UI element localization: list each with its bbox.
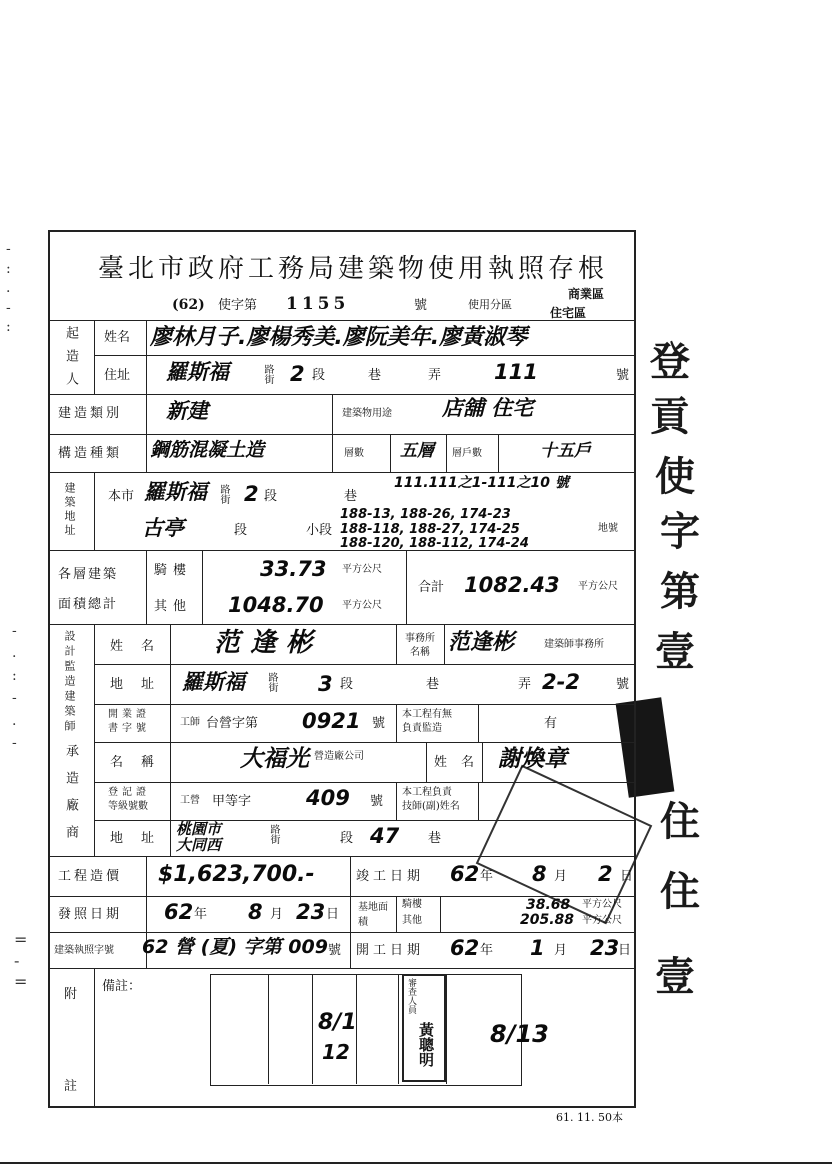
site-lots-2: 188-118, 188-27, 174-25 bbox=[340, 522, 520, 537]
start-day: 23 bbox=[590, 936, 620, 960]
designer-office-label: 事務所名稱 bbox=[405, 633, 435, 658]
applicant-section-label: 起造人 bbox=[63, 326, 78, 395]
applicant-address-section: 2 bbox=[290, 362, 305, 386]
site-subsection-unit: 小段 bbox=[306, 523, 333, 538]
contractor-address-number: 47 bbox=[370, 824, 400, 848]
area-label-2: 面積總計 bbox=[58, 597, 119, 612]
households-value: 十五戶 bbox=[540, 441, 591, 461]
applicant-name-label: 姓名 bbox=[104, 330, 131, 345]
contractor-reg-suffix: 號 bbox=[370, 794, 384, 809]
area-tower-value: 33.73 bbox=[260, 557, 327, 581]
site-lane-unit: 巷 bbox=[344, 489, 358, 504]
contractor-name-value: 大福光 bbox=[240, 746, 309, 772]
margin-char-9: 壹 bbox=[655, 953, 695, 1000]
zone-label: 使用分區 bbox=[468, 298, 512, 311]
site-lots-1: 188-13, 188-26, 174-23 bbox=[340, 507, 511, 522]
completion-day: 2 bbox=[598, 862, 613, 886]
contractor-address-section-unit: 段 bbox=[340, 831, 354, 846]
start-day-unit: 日 bbox=[618, 943, 632, 958]
area-other-value: 1048.70 bbox=[228, 593, 324, 617]
designer-number-unit: 號 bbox=[616, 677, 630, 692]
remarks-section-label-2: 註 bbox=[64, 1079, 78, 1094]
applicant-number-unit: 號 bbox=[616, 368, 630, 383]
form-title: 臺北市政府工務局建築物使用執照存根 bbox=[98, 254, 609, 284]
structure-label: 構造種類 bbox=[58, 446, 123, 461]
designer-cert-number: 0921 bbox=[302, 709, 361, 733]
designer-name-label: 姓名 bbox=[110, 639, 173, 654]
site-road-section: 2 bbox=[244, 482, 259, 506]
site-district: 古亭 bbox=[142, 516, 184, 540]
issue-month-unit: 月 bbox=[270, 907, 284, 922]
completion-month: 8 bbox=[532, 862, 547, 886]
license-stub-form bbox=[48, 230, 636, 1108]
completion-year: 62 bbox=[450, 862, 480, 886]
applicant-alley-unit: 弄 bbox=[428, 368, 442, 383]
margin-char-1: 登 bbox=[650, 338, 690, 385]
site-city: 本市 bbox=[108, 489, 135, 504]
start-year: 62 bbox=[450, 936, 480, 960]
completion-month-unit: 月 bbox=[554, 869, 568, 884]
start-month-unit: 月 bbox=[554, 943, 568, 958]
contractor-reg-prefix: 工營 bbox=[180, 795, 200, 806]
contractor-engineer-label-1: 本工程負責 bbox=[402, 787, 452, 798]
margin-char-3: 使 bbox=[655, 453, 695, 500]
license-word: 使字第 bbox=[218, 298, 258, 313]
designer-cert-word: 台營字第 bbox=[206, 716, 259, 731]
contractor-road-unit: 路街 bbox=[268, 824, 279, 844]
land-other-value: 205.88 bbox=[520, 912, 575, 928]
contractor-name-suffix: 營造廠公司 bbox=[314, 751, 364, 762]
site-numbers: 111.111之1-111之10 號 bbox=[394, 475, 569, 491]
start-month: 1 bbox=[530, 936, 545, 960]
zone-value-residential: 住宅區 bbox=[550, 306, 587, 320]
reviewer-seal-name: 黃聰明 bbox=[417, 1022, 435, 1067]
scan-bottom-edge bbox=[0, 1162, 832, 1164]
issue-day-unit: 日 bbox=[326, 907, 340, 922]
margin-char-2: 貢 bbox=[650, 393, 690, 440]
remarks-hand-2: 12 bbox=[322, 1040, 350, 1064]
completion-label: 竣工日期 bbox=[356, 869, 425, 884]
permit-label: 建築執照字號 bbox=[54, 945, 114, 956]
scan-mark-left: - : . - : bbox=[6, 241, 11, 336]
permit-value: 62 營 (夏) 字第 009 bbox=[142, 936, 328, 958]
designer-cert-label-2: 書字號 bbox=[108, 723, 150, 734]
land-other-label: 其他 bbox=[402, 915, 422, 926]
designer-name-value: 范逢彬 bbox=[214, 628, 323, 658]
reviewer-seal-title: 審查人員 bbox=[406, 978, 416, 1014]
site-lots-3: 188-120, 188-112, 174-24 bbox=[340, 536, 529, 551]
contractor-address-city: 桃園市 bbox=[176, 820, 222, 838]
completion-year-unit: 年 bbox=[480, 869, 494, 884]
applicant-address-road: 羅斯福 bbox=[166, 360, 229, 384]
households-label: 層戶數 bbox=[452, 448, 482, 459]
designer-section-unit: 段 bbox=[340, 677, 354, 692]
site-section-unit: 段 bbox=[264, 489, 278, 504]
land-tower-label: 騎樓 bbox=[402, 899, 422, 910]
site-road-unit: 路街 bbox=[218, 484, 229, 504]
designer-lane-unit: 巷 bbox=[426, 677, 440, 692]
designer-cert-label-1: 開業證 bbox=[108, 709, 150, 720]
remarks-hand-1: 8/1 bbox=[318, 1010, 357, 1035]
contractor-address-road: 大同西 bbox=[176, 836, 222, 854]
contractor-lane-unit: 巷 bbox=[428, 831, 442, 846]
land-area-label: 基地面積 bbox=[358, 902, 388, 928]
contractor-name-label: 名稱 bbox=[110, 755, 173, 770]
site-district-unit: 段 bbox=[234, 523, 248, 538]
contractor-person-label: 姓名 bbox=[434, 755, 489, 770]
margin-char-6: 壹 bbox=[655, 628, 695, 675]
applicant-address-label: 住址 bbox=[104, 368, 131, 383]
area-total-value: 1082.43 bbox=[464, 573, 560, 597]
contractor-reg-number: 409 bbox=[306, 786, 350, 810]
applicant-address-number: 111 bbox=[494, 360, 538, 384]
structure-value: 鋼筋混凝土造 bbox=[150, 439, 265, 461]
land-other-unit: 平方公尺 bbox=[582, 915, 622, 926]
designer-supervise-label-2: 負責監造 bbox=[402, 723, 442, 734]
land-tower-value: 38.68 bbox=[526, 897, 571, 913]
designer-office-value: 范逢彬 bbox=[448, 630, 515, 655]
license-prefix: (62) bbox=[172, 297, 205, 313]
remarks-section-label-1: 附 bbox=[64, 987, 78, 1002]
start-year-unit: 年 bbox=[480, 943, 494, 958]
area-label-1: 各層建築 bbox=[58, 567, 119, 582]
area-other-label: 其他 bbox=[154, 599, 193, 614]
completion-day-unit: 日 bbox=[620, 869, 634, 884]
issue-year: 62 bbox=[164, 900, 194, 924]
applicant-lane-unit: 巷 bbox=[368, 368, 382, 383]
site-road: 羅斯福 bbox=[144, 480, 207, 504]
designer-supervise-label-1: 本工程有無 bbox=[402, 709, 452, 720]
permit-suffix: 號 bbox=[328, 943, 342, 958]
designer-section-label: 設計監造建築師 bbox=[63, 630, 76, 735]
designer-address-road: 羅斯福 bbox=[182, 670, 245, 694]
designer-address-number: 2-2 bbox=[542, 670, 580, 694]
designer-supervise-value: 有 bbox=[544, 716, 558, 731]
area-total-label: 合計 bbox=[418, 580, 445, 595]
contractor-reg-label-2: 等級號數 bbox=[108, 801, 148, 812]
approval-stamp-grid bbox=[210, 974, 522, 1086]
start-label: 開工日期 bbox=[356, 943, 425, 958]
license-suffix: 號 bbox=[414, 298, 428, 313]
area-tower-unit: 平方公尺 bbox=[342, 564, 382, 575]
site-lots-suffix: 地號 bbox=[598, 523, 618, 534]
site-section-label: 建築地址 bbox=[63, 482, 76, 538]
cost-label: 工程造價 bbox=[58, 869, 123, 884]
floors-label: 層數 bbox=[344, 448, 364, 459]
remarks-hand-3: 8/13 bbox=[490, 1020, 549, 1048]
designer-cert-prefix: 工師 bbox=[180, 717, 200, 728]
printed-code: 61. 11. 50本 bbox=[556, 1111, 623, 1124]
category-value: 新建 bbox=[166, 399, 208, 423]
area-other-unit: 平方公尺 bbox=[342, 600, 382, 611]
designer-road-unit: 路街 bbox=[266, 672, 277, 692]
scan-mark-left-2: - . : - . - bbox=[12, 623, 17, 751]
cost-value: $1,623,700.- bbox=[158, 862, 315, 887]
issue-day: 23 bbox=[296, 900, 326, 924]
use-label: 建築物用途 bbox=[342, 408, 392, 419]
designer-cert-suffix: 號 bbox=[372, 716, 386, 731]
contractor-address-label: 地址 bbox=[110, 831, 173, 846]
scan-mark-left-3: = - = bbox=[14, 930, 28, 991]
contractor-section-label: 承造廠商 bbox=[63, 744, 78, 852]
designer-address-label: 地址 bbox=[110, 677, 173, 692]
applicant-names: 廖林月子.廖楊秀美.廖阮美年.廖黃淑琴 bbox=[150, 325, 528, 350]
use-value: 店舖 住宅 bbox=[442, 396, 534, 420]
land-tower-unit: 平方公尺 bbox=[582, 899, 622, 910]
license-number: 1155 bbox=[286, 294, 350, 314]
zone-value-commercial: 商業區 bbox=[568, 287, 605, 301]
designer-address-section: 3 bbox=[318, 672, 333, 696]
area-tower-label: 騎樓 bbox=[154, 563, 193, 578]
issue-year-unit: 年 bbox=[194, 907, 208, 922]
area-total-unit: 平方公尺 bbox=[578, 581, 618, 592]
applicant-section-unit: 段 bbox=[312, 368, 326, 383]
designer-office-suffix: 建築師事務所 bbox=[544, 639, 604, 650]
contractor-engineer-label-2: 技師(副)姓名 bbox=[402, 801, 460, 812]
margin-char-4: 字 bbox=[660, 508, 700, 555]
designer-alley-unit: 弄 bbox=[518, 677, 532, 692]
floors-value: 五層 bbox=[400, 441, 434, 461]
applicant-road-unit: 路街 bbox=[262, 364, 273, 384]
margin-char-5: 第 bbox=[660, 568, 700, 615]
remarks-label: 備註： bbox=[102, 979, 142, 994]
contractor-person-value: 謝煥章 bbox=[498, 746, 567, 772]
margin-char-7: 住 bbox=[660, 798, 700, 845]
issue-label: 發照日期 bbox=[58, 907, 123, 922]
contractor-reg-word: 甲等字 bbox=[212, 794, 252, 809]
margin-char-8: 住 bbox=[660, 868, 700, 915]
issue-month: 8 bbox=[248, 900, 263, 924]
category-label: 建造類別 bbox=[58, 406, 123, 421]
contractor-reg-label-1: 登記證 bbox=[108, 787, 150, 798]
